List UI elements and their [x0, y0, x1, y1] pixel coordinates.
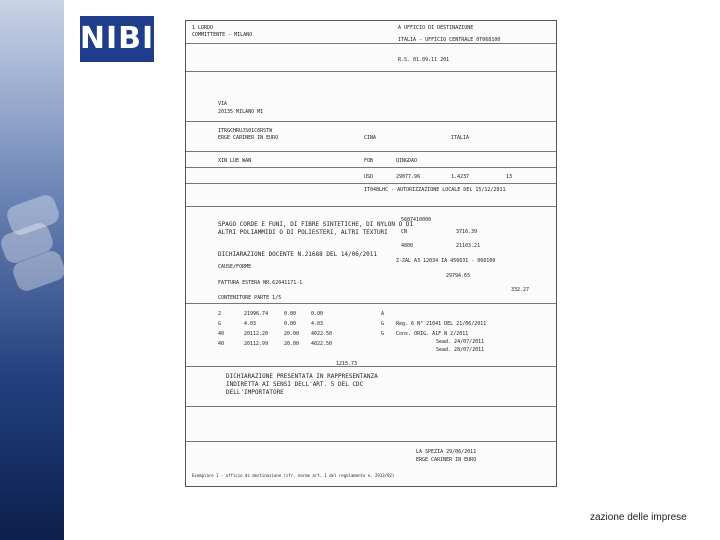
tax-cell: 2 [218, 311, 222, 317]
customs-document [185, 20, 557, 487]
tax-cell: 40 [218, 331, 225, 337]
footer-text: zazione delle imprese [590, 512, 687, 523]
footer-line: Esemplare 1 - ufficio di destinazione (cfr. norme art. 1 del regolamento n. 2913/92) [192, 473, 395, 478]
term: FOB [364, 158, 374, 164]
tax-cell: 20112.99 [244, 341, 269, 347]
doc-line [186, 406, 556, 407]
doc-line [186, 151, 556, 152]
tax-cell: 0.00 [284, 321, 297, 327]
doc-line [186, 441, 556, 442]
value: 21103.21 [456, 243, 481, 249]
note-line3: DELL'IMPORTATORE [226, 389, 284, 396]
sign-city: LA SPEZIA 29/06/2011 [416, 449, 477, 455]
cert: Cons. ORIG. A1F N 2/2011 [396, 331, 469, 337]
tax-cell: G [218, 321, 222, 327]
total: 1215.73 [336, 361, 358, 367]
logo-underline [80, 59, 154, 62]
declarant-name: ERGE CARINER IN EURO [218, 135, 279, 141]
sender: VIA [218, 101, 228, 107]
origin: CN [401, 229, 408, 235]
sead: Sead. 24/07/2011 [436, 339, 485, 345]
mass: 3716.39 [456, 229, 478, 235]
doc-line [186, 43, 556, 44]
tax-cell: G [381, 321, 385, 327]
duty-value: 29794.65 [446, 273, 471, 279]
sender-city: 20135 MILANO MI [218, 109, 264, 115]
location: IT048LHC - AUTORIZZAZIONE LOCALE DEL 15/12/2011 [364, 187, 506, 193]
tax-cell: 4.03 [244, 321, 257, 327]
sign-name: ERGE CARINER IN EURO [416, 457, 477, 463]
tax-cell: G [381, 331, 385, 337]
doc-line [186, 167, 556, 168]
country: CINA [364, 135, 377, 141]
doc-line [186, 206, 556, 207]
header-left2: COMMITTENTE - MILANO [192, 32, 253, 38]
mode: XIN LUE WAN [218, 158, 252, 164]
office: ITALIA - UFFICIO CENTRALE 0T068100 [398, 37, 501, 43]
stat-value: 332.27 [511, 287, 530, 293]
rate: 1.4237 [451, 174, 470, 180]
doc-line [186, 303, 556, 304]
invoice: FATTURA ESTERA NR.62041171-1 [218, 280, 303, 286]
tax-cell: A [381, 311, 385, 317]
tax-cell: 21996.74 [244, 311, 269, 317]
note-line2: INDIRETTA AI SENSI DELL'ART. 5 DEL CDC [226, 381, 364, 388]
sead2: Sead. 28/07/2011 [436, 347, 485, 353]
currency: USD [364, 174, 374, 180]
decl-ref: DICHIARAZIONE DOCENTE N.21688 DEL 14/06/2011 [218, 251, 377, 258]
doc-line [186, 366, 556, 367]
tariff: 5607410000 [401, 217, 432, 223]
tax-cell: 0.00 [311, 311, 324, 317]
tax-cell: 4022.50 [311, 341, 333, 347]
tax-cell: 40 [218, 341, 225, 347]
header-left: 1 LORDO [192, 25, 214, 31]
duty-label: Z-ZAL A3 12034 IA 456631 - 068100 [396, 258, 496, 264]
tax-cell: 20.00 [284, 341, 300, 347]
loading: CAUSE/FORME [218, 264, 252, 270]
tax-cell: 0.00 [284, 311, 297, 317]
header-right: A UFFICIO DI DESTINAZIONE [398, 25, 474, 31]
decorative-sidebar [0, 0, 64, 540]
container: CONTENITORE PARTE 1/5 [218, 295, 282, 301]
reg: Reg. 6 N° 21041 DEL 21/06/2011 [396, 321, 487, 327]
logo-text: NIBI [79, 20, 155, 56]
note-title: DICHIARAZIONE PRESENTATA IN RAPPRESENTANZA [226, 373, 378, 380]
tax-cell: 20.00 [284, 331, 300, 337]
goods-desc1: SPAGO CORDE E FUNI, DI FIBRE SINTETICHE, DI NYLON O DI [218, 221, 414, 228]
tax-cell: 4.03 [311, 321, 324, 327]
doc-line [186, 121, 556, 122]
goods-desc2: ALTRI POLIAMMIDI O DI POLIESTERI, ALTRI TEXTURI [218, 229, 388, 236]
code: 13 [506, 174, 513, 180]
doc-line [186, 183, 556, 184]
ref: R.S. 01.09.11 201 [398, 57, 450, 63]
declarant-code: ITRGCHRUJS01C6RSTW [218, 128, 273, 134]
doc-line [186, 71, 556, 72]
nibi-logo [80, 16, 154, 60]
dest-country: ITALIA [451, 135, 470, 141]
tax-cell: 20112.20 [244, 331, 269, 337]
amount: 29077.96 [396, 174, 421, 180]
tax-cell: 4022.50 [311, 331, 333, 337]
net: 4800 [401, 243, 414, 249]
place: QINGDAO [396, 158, 418, 164]
